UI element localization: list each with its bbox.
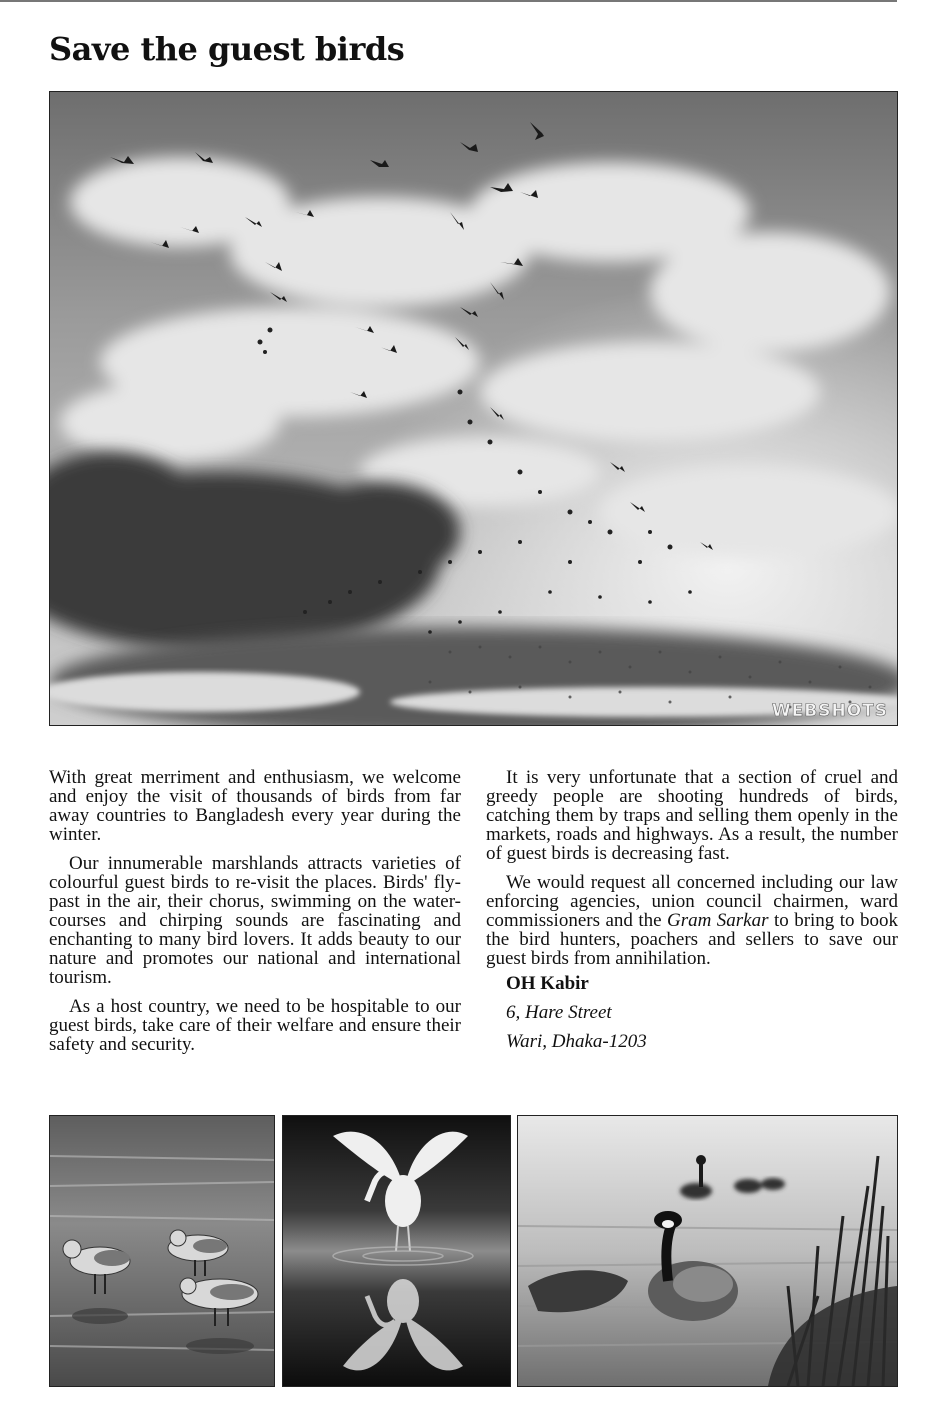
photo-gulls-in-water bbox=[49, 1115, 275, 1387]
paragraph-5-text-a: We would request all concerned including our law enforcing agencies, union council chairmen, ward commissioners and the bbox=[486, 872, 898, 931]
headline: Save the guest birds bbox=[49, 30, 405, 68]
spoonbill-image bbox=[283, 1116, 510, 1386]
signature-address-line-2: Wari, Dhaka-1203 bbox=[506, 1031, 647, 1052]
main-photo-flock-in-sky bbox=[49, 91, 898, 726]
paragraph-4: It is very unfortunate that a section of cruel and greedy people are shooting hundreds of birds, catching them by traps and selling them openly in the markets, roads and highways. As a result, the number of guest birds is decreasing fast. bbox=[486, 767, 898, 864]
article-column-right bbox=[486, 768, 898, 1061]
signature-address-line-1: 6, Hare Street bbox=[506, 1002, 612, 1023]
article-column-left bbox=[49, 768, 461, 1064]
signature-name: OH Kabir bbox=[506, 973, 589, 994]
paragraph-3: As a host country, we need to be hospitable to our guest birds, take care of their welfare and ensure their safety and security. bbox=[49, 996, 461, 1055]
paragraph-5 bbox=[486, 873, 898, 968]
paragraph-5-text-b: to bring to book the bird hunters, poachers and sellers to save our guest birds from annihilation. bbox=[486, 910, 898, 969]
webshots-watermark: WEBSHOTS bbox=[771, 701, 888, 721]
geese-image bbox=[518, 1116, 897, 1386]
gram-sarkar-italic: Gram Sarkar bbox=[667, 910, 769, 931]
gulls-image bbox=[50, 1116, 274, 1386]
top-rule bbox=[0, 0, 897, 2]
flock-sky-image bbox=[50, 92, 897, 725]
paragraph-2: Our innumerable marshlands attracts varieties of colourful guest birds to re-visit the places. Birds' fly-past in the air, their chorus, swimming on the water-courses and chirping sounds are fascinating and enchanting to many bird lovers. It adds beauty to our nature and promotes our national and international tourism. bbox=[49, 853, 461, 988]
photo-spoonbill-reflection bbox=[282, 1115, 511, 1387]
paragraph-1: With great merriment and enthusiasm, we welcome and enjoy the visit of thousands of birds from far away countries to Bangladesh every year during the winter. bbox=[49, 767, 461, 845]
photo-geese-by-shore bbox=[517, 1115, 898, 1387]
